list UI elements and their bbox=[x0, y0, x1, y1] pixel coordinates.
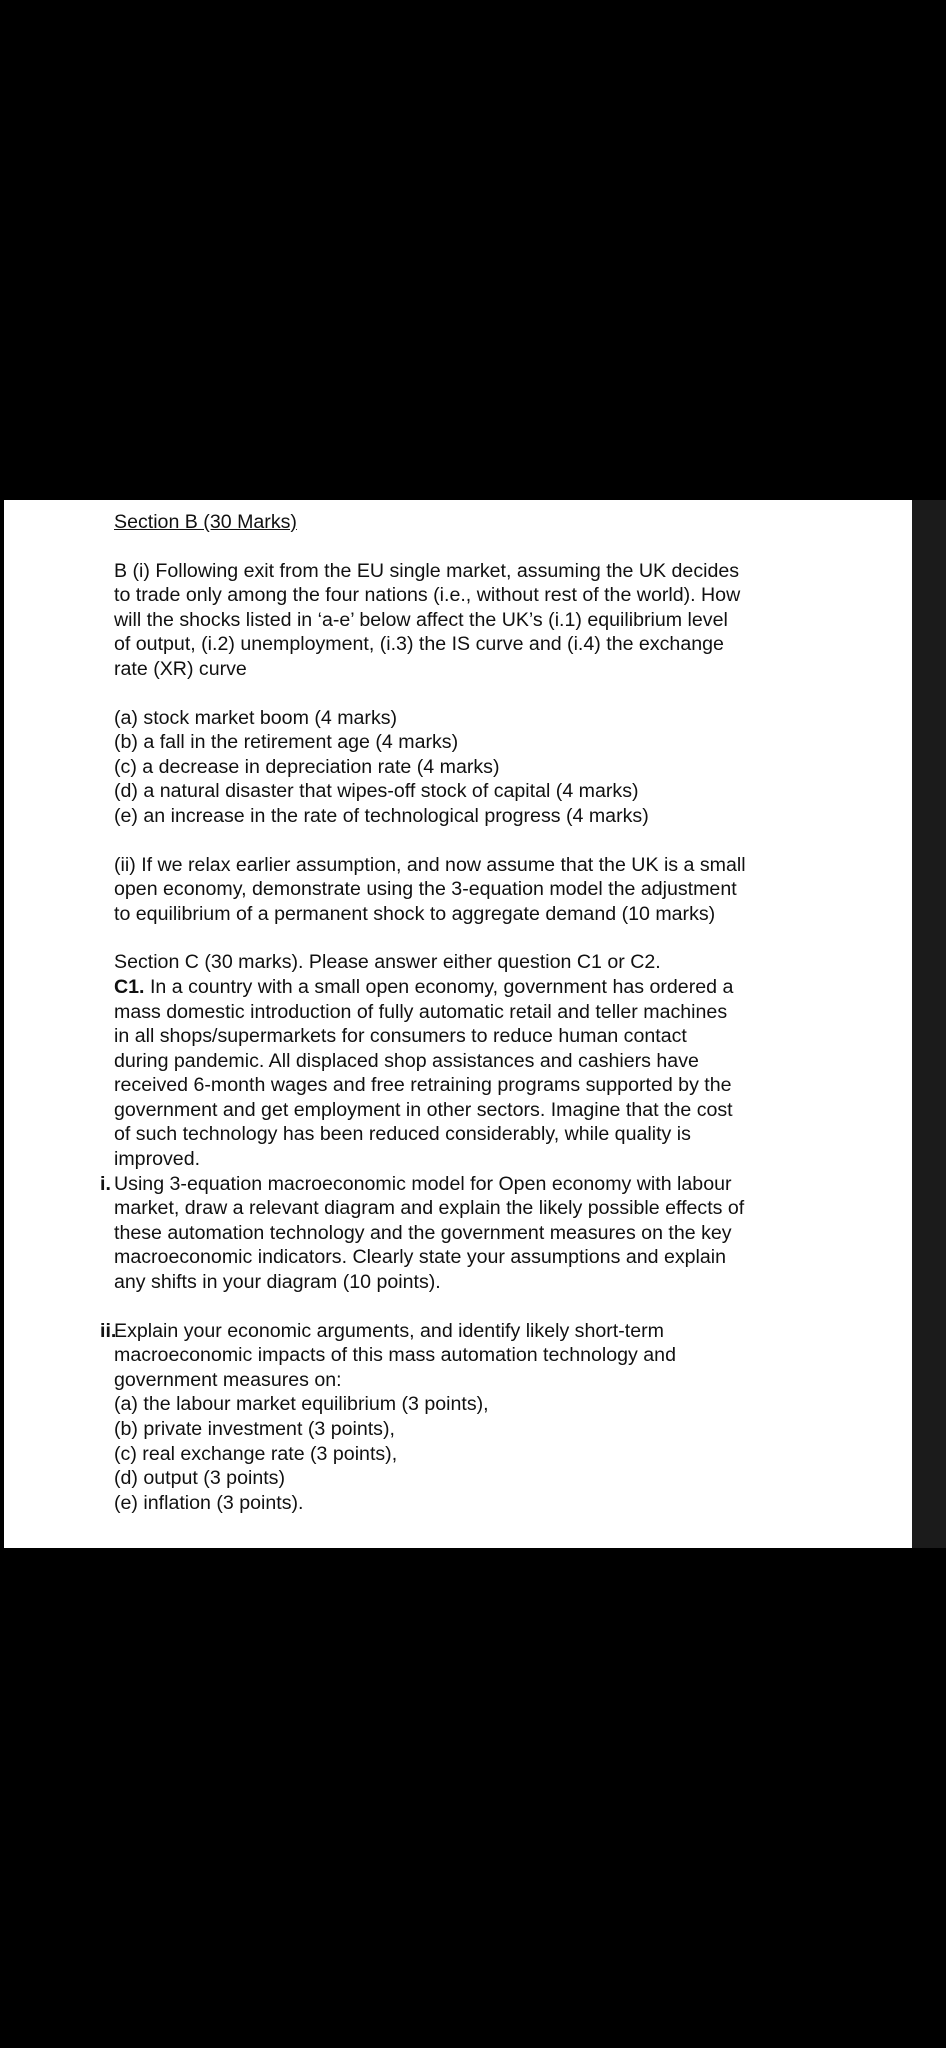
list-item: (e) an increase in the rate of technological progress (4 marks) bbox=[114, 804, 649, 827]
text-line: of output, (i.2) unemployment, (i.3) the IS curve and (i.4) the exchange bbox=[114, 633, 724, 656]
section-c-heading: Section C (30 marks). Please answer either question C1 or C2. bbox=[114, 951, 661, 974]
text-line: any shifts in your diagram (10 points). bbox=[114, 1271, 441, 1294]
document-page bbox=[4, 500, 912, 1548]
text-line: to equilibrium of a permanent shock to aggregate demand (10 marks) bbox=[114, 902, 716, 925]
text-line: government and get employment in other sectors. Imagine that the cost bbox=[114, 1098, 733, 1121]
text-line: government measures on: bbox=[114, 1368, 342, 1391]
text-line bbox=[114, 975, 814, 1000]
text-line: (ii) If we relax earlier assumption, and now assume that the UK is a small bbox=[114, 853, 746, 876]
text-line: during pandemic. All displaced shop assistances and cashiers have bbox=[114, 1049, 699, 1072]
text-line: will the shocks listed in ‘a-e’ below affect the UK’s (i.1) equilibrium level bbox=[114, 608, 728, 631]
c1-paragraph bbox=[114, 975, 814, 1172]
list-item: (d) output (3 points) bbox=[114, 1467, 285, 1490]
text-line: rate (XR) curve bbox=[114, 657, 247, 680]
question-i-first-line: Using 3-equation macroeconomic model for Open economy with labour bbox=[114, 1172, 732, 1195]
scrollbar-strip bbox=[912, 500, 946, 1548]
list-item: (b) a fall in the retirement age (4 marks) bbox=[114, 731, 459, 754]
list-item: (e) inflation (3 points). bbox=[114, 1491, 304, 1514]
question-i bbox=[100, 1172, 814, 1295]
text-line: macroeconomic indicators. Clearly state your assumptions and explain bbox=[114, 1246, 727, 1269]
list-item: (a) stock market boom (4 marks) bbox=[114, 706, 398, 729]
text-line: improved. bbox=[114, 1148, 201, 1171]
document-content bbox=[100, 510, 814, 1515]
list-item: (b) private investment (3 points), bbox=[114, 1418, 395, 1440]
text-line: in all shops/supermarkets for consumers to reduce human contact bbox=[114, 1025, 687, 1048]
section-b-intro bbox=[114, 559, 814, 682]
text-line: of such technology has been reduced considerably, while quality is bbox=[114, 1123, 691, 1146]
c1-label: C1. bbox=[114, 975, 145, 998]
text-line bbox=[100, 1172, 814, 1197]
section-b-part-ii bbox=[114, 853, 814, 927]
section-b-heading: Section B (30 Marks) bbox=[114, 511, 297, 533]
text-line: B (i) Following exit from the EU single market, assuming the UK decides bbox=[114, 559, 740, 582]
text-line bbox=[100, 1319, 814, 1344]
text-line: macroeconomic impacts of this mass automation technology and bbox=[114, 1344, 676, 1367]
question-ii-label: ii. bbox=[100, 1319, 117, 1342]
text-line: mass domestic introduction of fully automatic retail and teller machines bbox=[114, 1000, 728, 1023]
question-i-label: i. bbox=[100, 1172, 111, 1195]
list-item: (c) a decrease in depreciation rate (4 marks) bbox=[114, 755, 500, 778]
text-line: these automation technology and the government measures on the key bbox=[114, 1221, 732, 1244]
list-item: (c) real exchange rate (3 points), bbox=[114, 1442, 398, 1465]
list-item: (a) the labour market equilibrium (3 points), bbox=[114, 1393, 489, 1416]
c1-first-line: In a country with a small open economy, government has ordered a bbox=[144, 975, 734, 998]
shocks-list bbox=[114, 706, 814, 829]
text-line: market, draw a relevant diagram and explain the likely possible effects of bbox=[114, 1197, 745, 1220]
question-ii-first-line: Explain your economic arguments, and identify likely short-term bbox=[114, 1319, 664, 1342]
text-line: received 6-month wages and free retraining programs supported by the bbox=[114, 1074, 732, 1097]
list-item: (d) a natural disaster that wipes-off stock of capital (4 marks) bbox=[114, 780, 639, 803]
question-ii bbox=[100, 1319, 814, 1516]
text-line: to trade only among the four nations (i.e., without rest of the world). How bbox=[114, 584, 741, 607]
text-line: open economy, demonstrate using the 3-equation model the adjustment bbox=[114, 878, 737, 901]
